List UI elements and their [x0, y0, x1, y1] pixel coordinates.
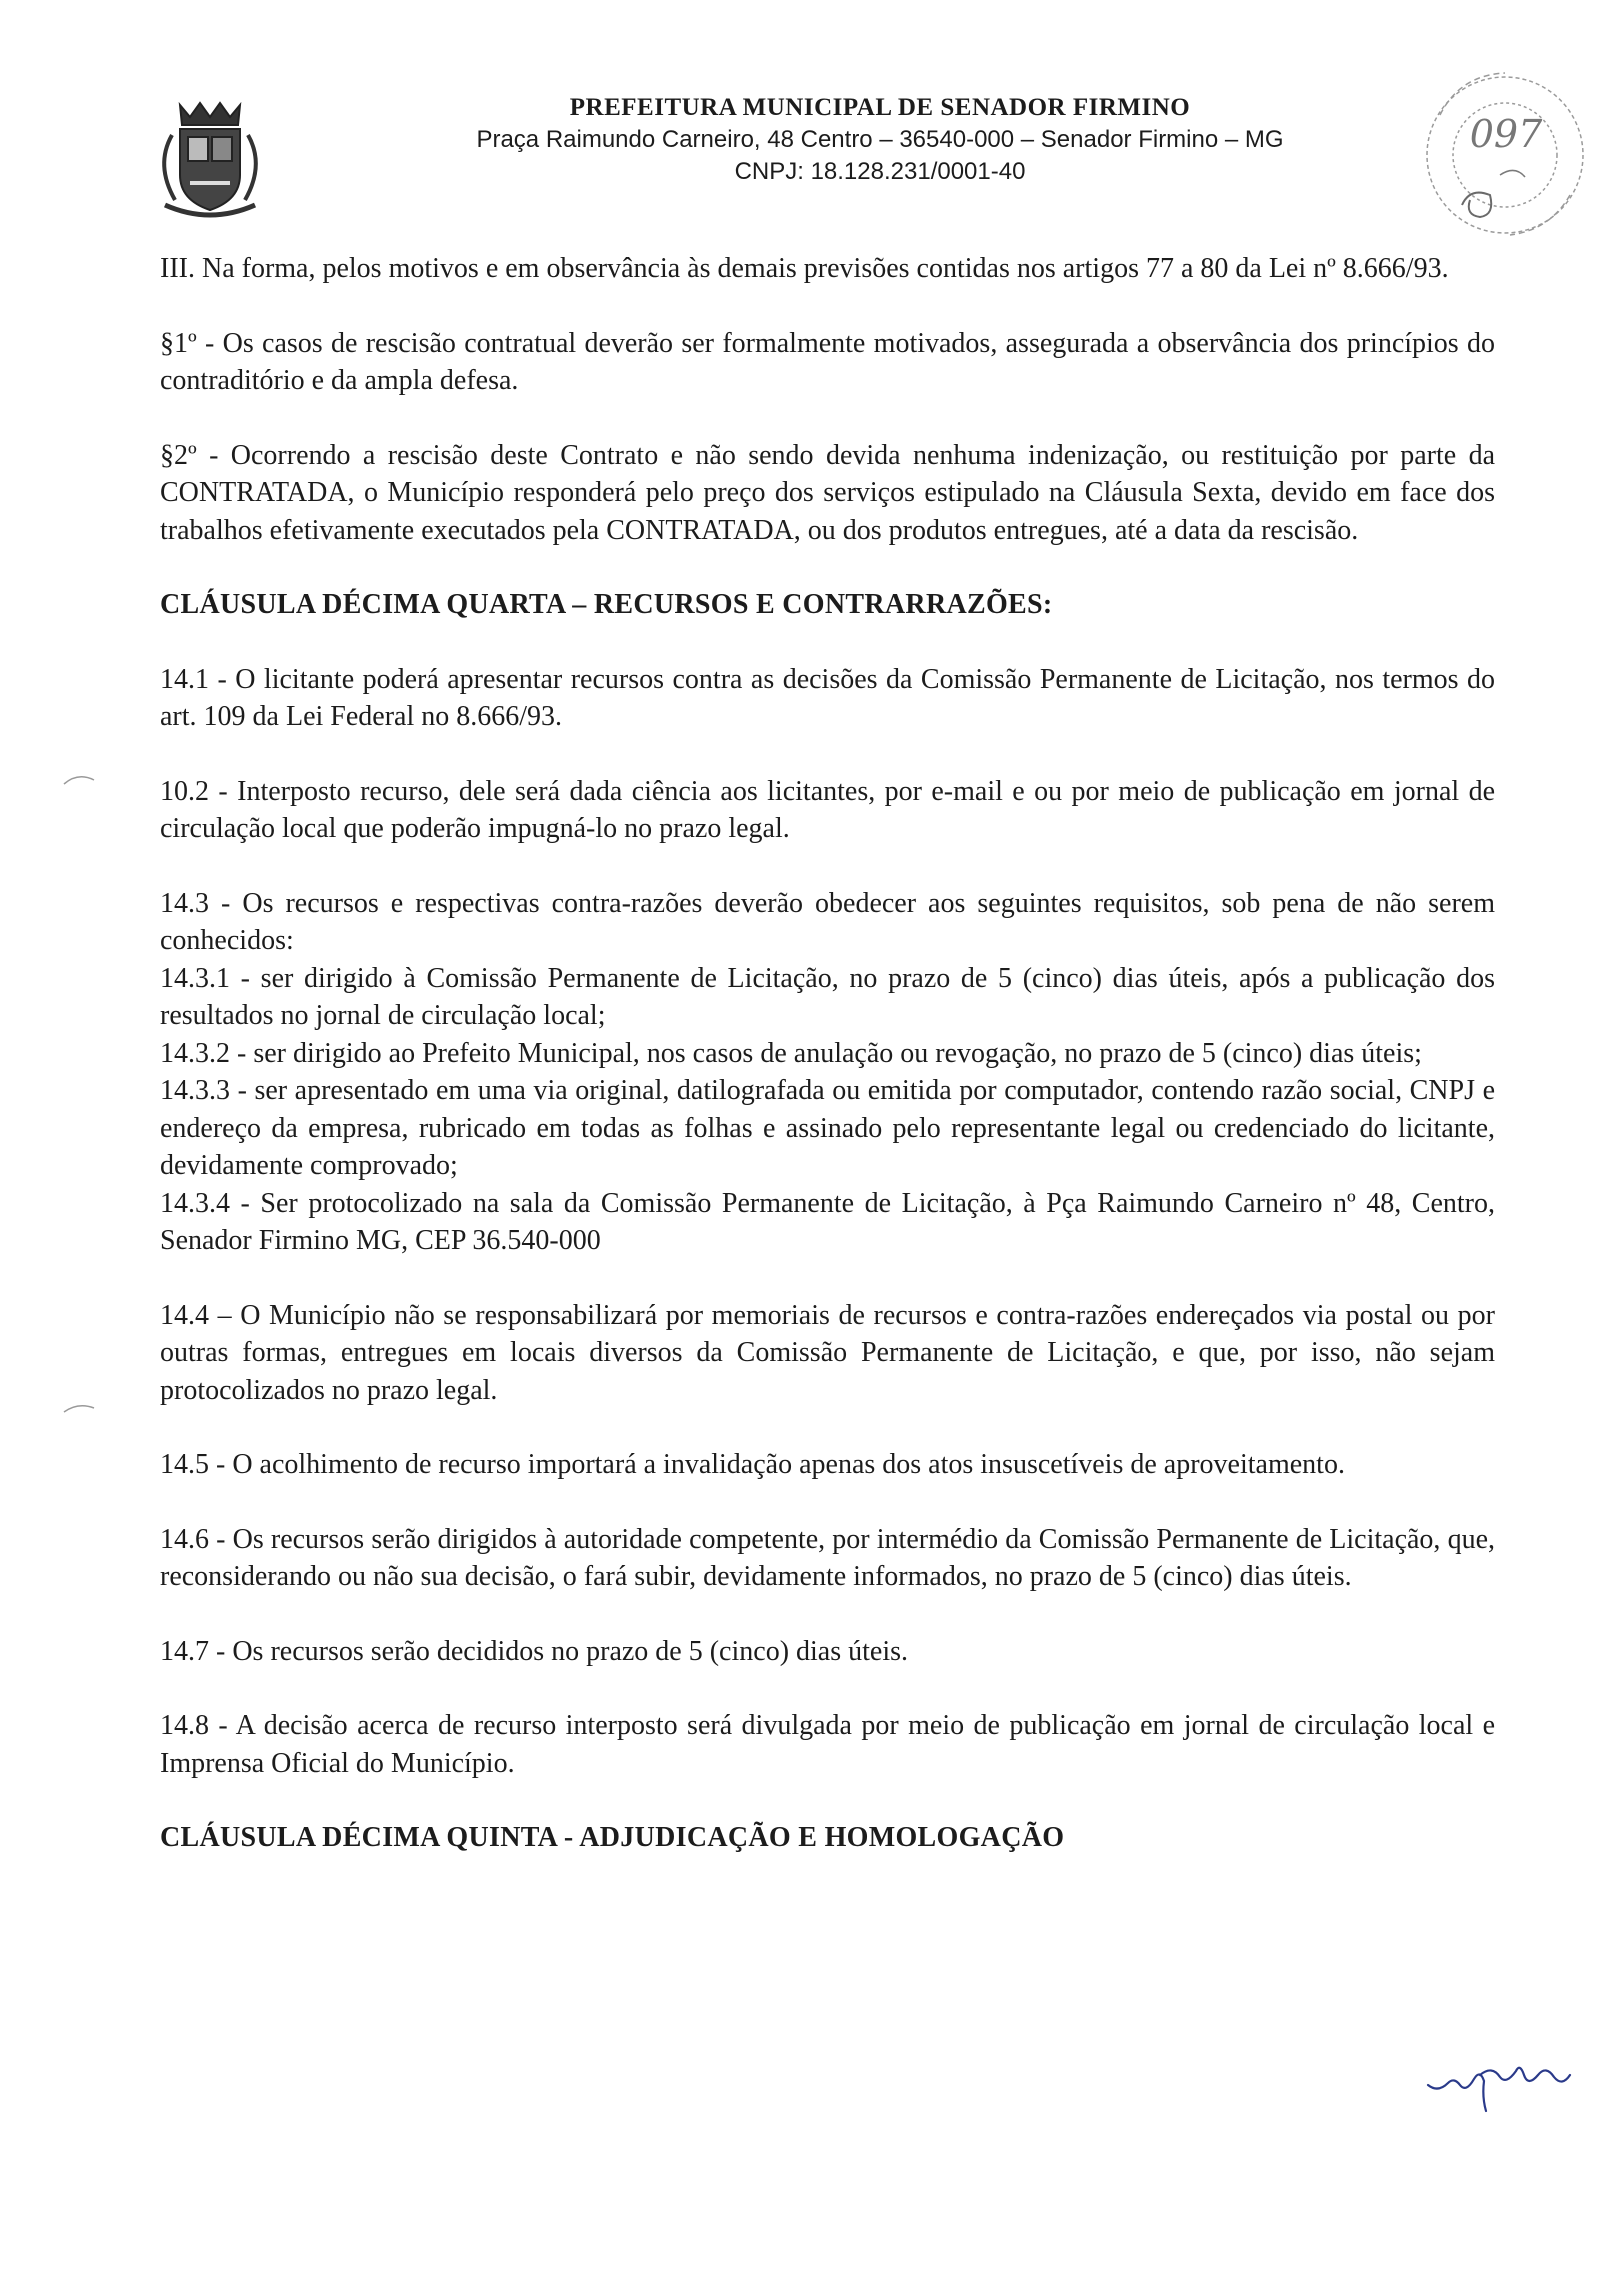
clause-14-title: CLÁUSULA DÉCIMA QUARTA – RECURSOS E CONTRARRAZÕES:: [160, 589, 1053, 620]
clause-14-4: 14.4 – O Município não se responsabilizará por memoriais de recursos e contra-razões endereçados via postal ou por outras formas, entregues em locais diversos da Comissão Permanente de Licitação, e que, por isso, não sejam protocolizados no prazo legal.: [160, 1299, 1495, 1406]
margin-mark: [60, 770, 100, 790]
paragraph-2: §2º - Ocorrendo a rescisão deste Contrato e não sendo devida nenhuma indenização, ou restituição por parte da CONTRATADA, o Município responderá pelo preço dos serviços estipulado na Cláusula Sexta, devido em face dos trabalhos efetivamente executados pela CONTRATADA, ou dos produtos entregues, até a data da rescisão.: [160, 439, 1495, 546]
page-header: [0, 0, 1600, 250]
clause-14-6: 14.6 - Os recursos serão dirigidos à autoridade competente, por intermédio da Comissão Permanente de Licitação, que, reconsiderando ou não sua decisão, o fará subir, devidamente informados, no prazo de 5 (cinco) dias úteis.: [160, 1523, 1495, 1592]
clause-14-1: 14.1 - O licitante poderá apresentar recursos contra as decisões da Comissão Permanente de Licitação, nos termos do art. 109 da Lei Federal no 8.666/93.: [160, 663, 1495, 732]
municipality-cnpj: CNPJ: 18.128.231/0001-40: [734, 158, 1026, 185]
municipality-title: PREFEITURA MUNICIPAL DE SENADOR FIRMINO: [569, 94, 1191, 121]
clause-14-3-1: 14.3.1 - ser dirigido à Comissão Permanente de Licitação, no prazo de 5 (cinco) dias úteis, após a publicação dos resultados no jornal de circulação local;: [160, 962, 1495, 1031]
margin-mark: [60, 1400, 100, 1420]
stamp-page-number: 097: [1469, 112, 1543, 156]
item-iii: III. Na forma, pelos motivos e em observância às demais previsões contidas nos artigos 77 a 80 da Lei nº 8.666/93.: [160, 253, 1449, 284]
initials-signature: [1420, 2035, 1590, 2115]
clause-14-7: 14.7 - Os recursos serão decididos no prazo de 5 (cinco) dias úteis.: [160, 1635, 909, 1667]
paragraph-1: §1º - Os casos de rescisão contratual deverão ser formalmente motivados, assegurada a observância dos princípios do contraditório e da ampla defesa.: [160, 327, 1495, 396]
municipality-address: Praça Raimundo Carneiro, 48 Centro – 36540-000 – Senador Firmino – MG: [476, 126, 1284, 153]
clause-14-3-3: 14.3.3 - ser apresentado em uma via original, datilografada ou emitida por computador, contendo razão social, CNPJ e endereço da empresa, rubricado em todas as folhas e assinado pelo representante legal ou credenciado do licitante, devidamente comprovado;: [160, 1075, 1495, 1181]
clause-14-8: 14.8 - A decisão acerca de recurso interposto será divulgada por meio de publicação em jornal de circulação local e Imprensa Oficial do Município.: [160, 1710, 1495, 1779]
document-body: [160, 250, 1495, 1857]
clause-14-3-2: 14.3.2 - ser dirigido ao Prefeito Municipal, nos casos de anulação ou revogação, no prazo de 5 (cinco) dias úteis;: [160, 1037, 1422, 1069]
clause-10-2: 10.2 - Interposto recurso, dele será dada ciência aos licitantes, por e-mail e ou por meio de publicação em jornal de circulação local que poderão impugná-lo no prazo legal.: [160, 775, 1495, 844]
header-text-block: [380, 92, 1380, 188]
clause-14-3: 14.3 - Os recursos e respectivas contra-razões deverão obedecer aos seguintes requisitos, sob pena de não serem conhecidos:: [160, 887, 1495, 956]
clause-15-title: CLÁUSULA DÉCIMA QUINTA - ADJUDICAÇÃO E HOMOLOGAÇÃO: [160, 1822, 1065, 1853]
municipal-coat-of-arms: [150, 95, 270, 225]
page-number-stamp: [1400, 55, 1595, 245]
clause-14-3-4: 14.3.4 - Ser protocolizado na sala da Comissão Permanente de Licitação, à Pça Raimundo Carneiro nº 48, Centro, Senador Firmino MG, CEP 36.540-000: [160, 1187, 1495, 1256]
clause-14-5: 14.5 - O acolhimento de recurso importará a invalidação apenas dos atos insuscetíveis de aproveitamento.: [160, 1449, 1345, 1480]
